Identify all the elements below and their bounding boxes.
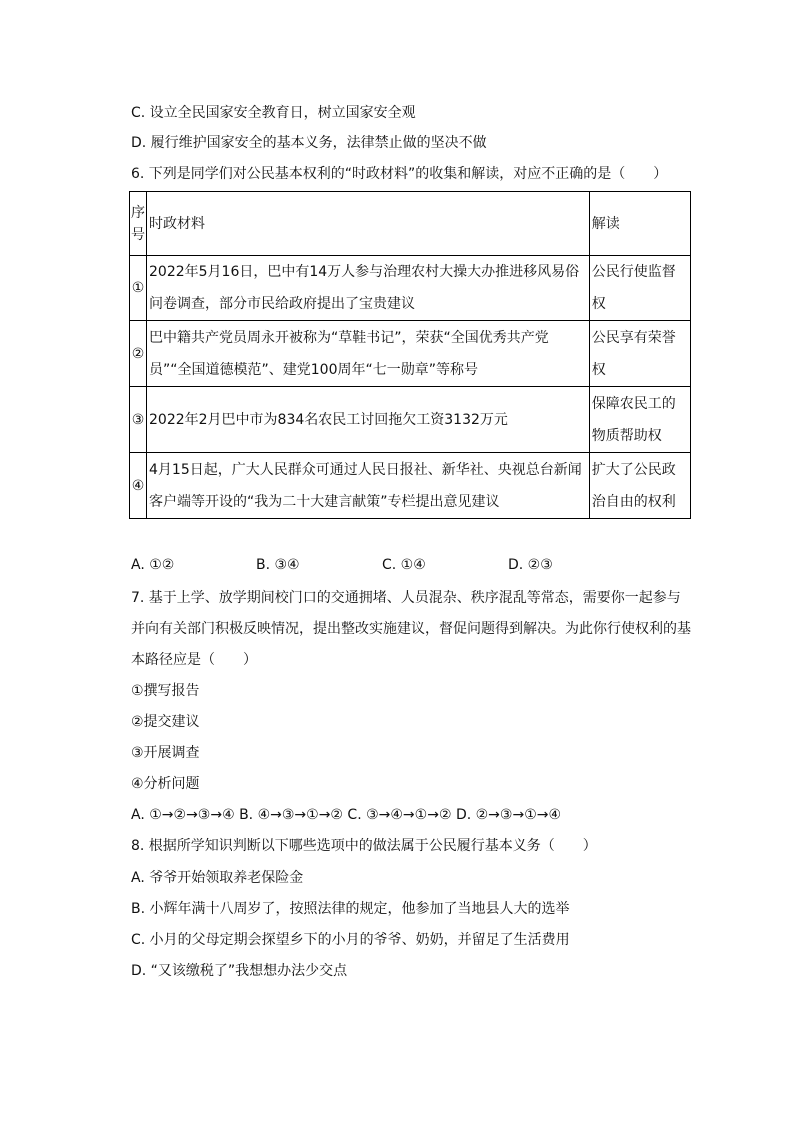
row-material: 巴中籍共产党员周永开被称为“草鞋书记”，荣获“全国优秀共产党员”“全国道德模范”、建党100周年“七一勋章”等称号 xyxy=(147,321,590,387)
q8-option-c: C. 小月的父母定期会探望乡下的小月的爷爷、奶奶，并留足了生活费用 xyxy=(131,932,570,948)
q7-options: A. ①→②→③→④ B. ④→③→①→② C. ③→④→①→② D. ②→③→①→④ xyxy=(131,807,562,823)
q8-option-a: A. 爷爷开始领取养老保险金 xyxy=(131,870,304,886)
header-num: 序号 xyxy=(130,192,147,256)
q6-option-a: A. ①② xyxy=(131,557,175,573)
header-material: 时政材料 xyxy=(147,192,590,256)
q5-option-c: C. 设立全民国家安全教育日，树立国家安全观 xyxy=(131,105,416,121)
q6-option-d: D. ②③ xyxy=(508,557,553,573)
row-num: ① xyxy=(130,256,147,321)
row-interpret: 公民享有荣誉权 xyxy=(589,321,690,387)
q7-stem-line2: 并向有关部门积极反映情况，提出整改实施建议，督促问题得到解决。为此你行使权利的基 xyxy=(131,621,691,637)
header-interpret: 解读 xyxy=(589,192,690,256)
row-interpret: 扩大了公民政治自由的权利 xyxy=(589,453,690,519)
q7-item-1: ①撰写报告 xyxy=(131,683,200,699)
table-row xyxy=(130,453,691,519)
row-num: ② xyxy=(130,321,147,387)
q6-stem: 6. 下列是同学们对公民基本权利的“时政材料”的收集和解读，对应不正确的是（ ） xyxy=(131,166,668,182)
q8-option-b: B. 小辉年满十八周岁了，按照法律的规定，他参加了当地县人大的选举 xyxy=(131,901,570,917)
q6-option-c: C. ①④ xyxy=(382,557,426,573)
row-material: 4月15日起，广大人民群众可通过人民日报社、新华社、央视总台新闻客户端等开设的“我为二十大建言献策”专栏提出意见建议 xyxy=(147,453,590,519)
table-row xyxy=(130,387,691,453)
row-material: 2022年2月巴中市为834名农民工讨回拖欠工资3132万元 xyxy=(147,387,590,453)
table-row xyxy=(130,256,691,321)
row-num: ④ xyxy=(130,453,147,519)
q5-option-d: D. 履行维护国家安全的基本义务，法律禁止做的坚决不做 xyxy=(131,135,487,151)
q7-stem-line1: 7. 基于上学、放学期间校门口的交通拥堵、人员混杂、秩序混乱等常态，需要你一起参与 xyxy=(131,590,681,606)
q6-option-b: B. ③④ xyxy=(256,557,300,573)
row-num: ③ xyxy=(130,387,147,453)
row-material: 2022年5月16日，巴中有14万人参与治理农村大操大办推进移风易俗问卷调查，部分市民给政府提出了宝贵建议 xyxy=(147,256,590,321)
table-header-row xyxy=(130,192,691,256)
q7-stem-line3: 本路径应是（ ） xyxy=(131,652,257,668)
q6-options xyxy=(131,557,691,577)
row-interpret: 保障农民工的物质帮助权 xyxy=(589,387,690,453)
q6-table xyxy=(129,191,691,519)
q8-stem: 8. 根据所学知识判断以下哪些选项中的做法属于公民履行基本义务（ ） xyxy=(131,838,597,854)
q7-item-3: ③开展调查 xyxy=(131,745,200,761)
q8-option-d: D. “又该缴税了”我想想办法少交点 xyxy=(131,963,348,979)
q7-item-2: ②提交建议 xyxy=(131,714,200,730)
table-row xyxy=(130,321,691,387)
row-interpret: 公民行使监督权 xyxy=(589,256,690,321)
q7-item-4: ④分析问题 xyxy=(131,776,200,792)
